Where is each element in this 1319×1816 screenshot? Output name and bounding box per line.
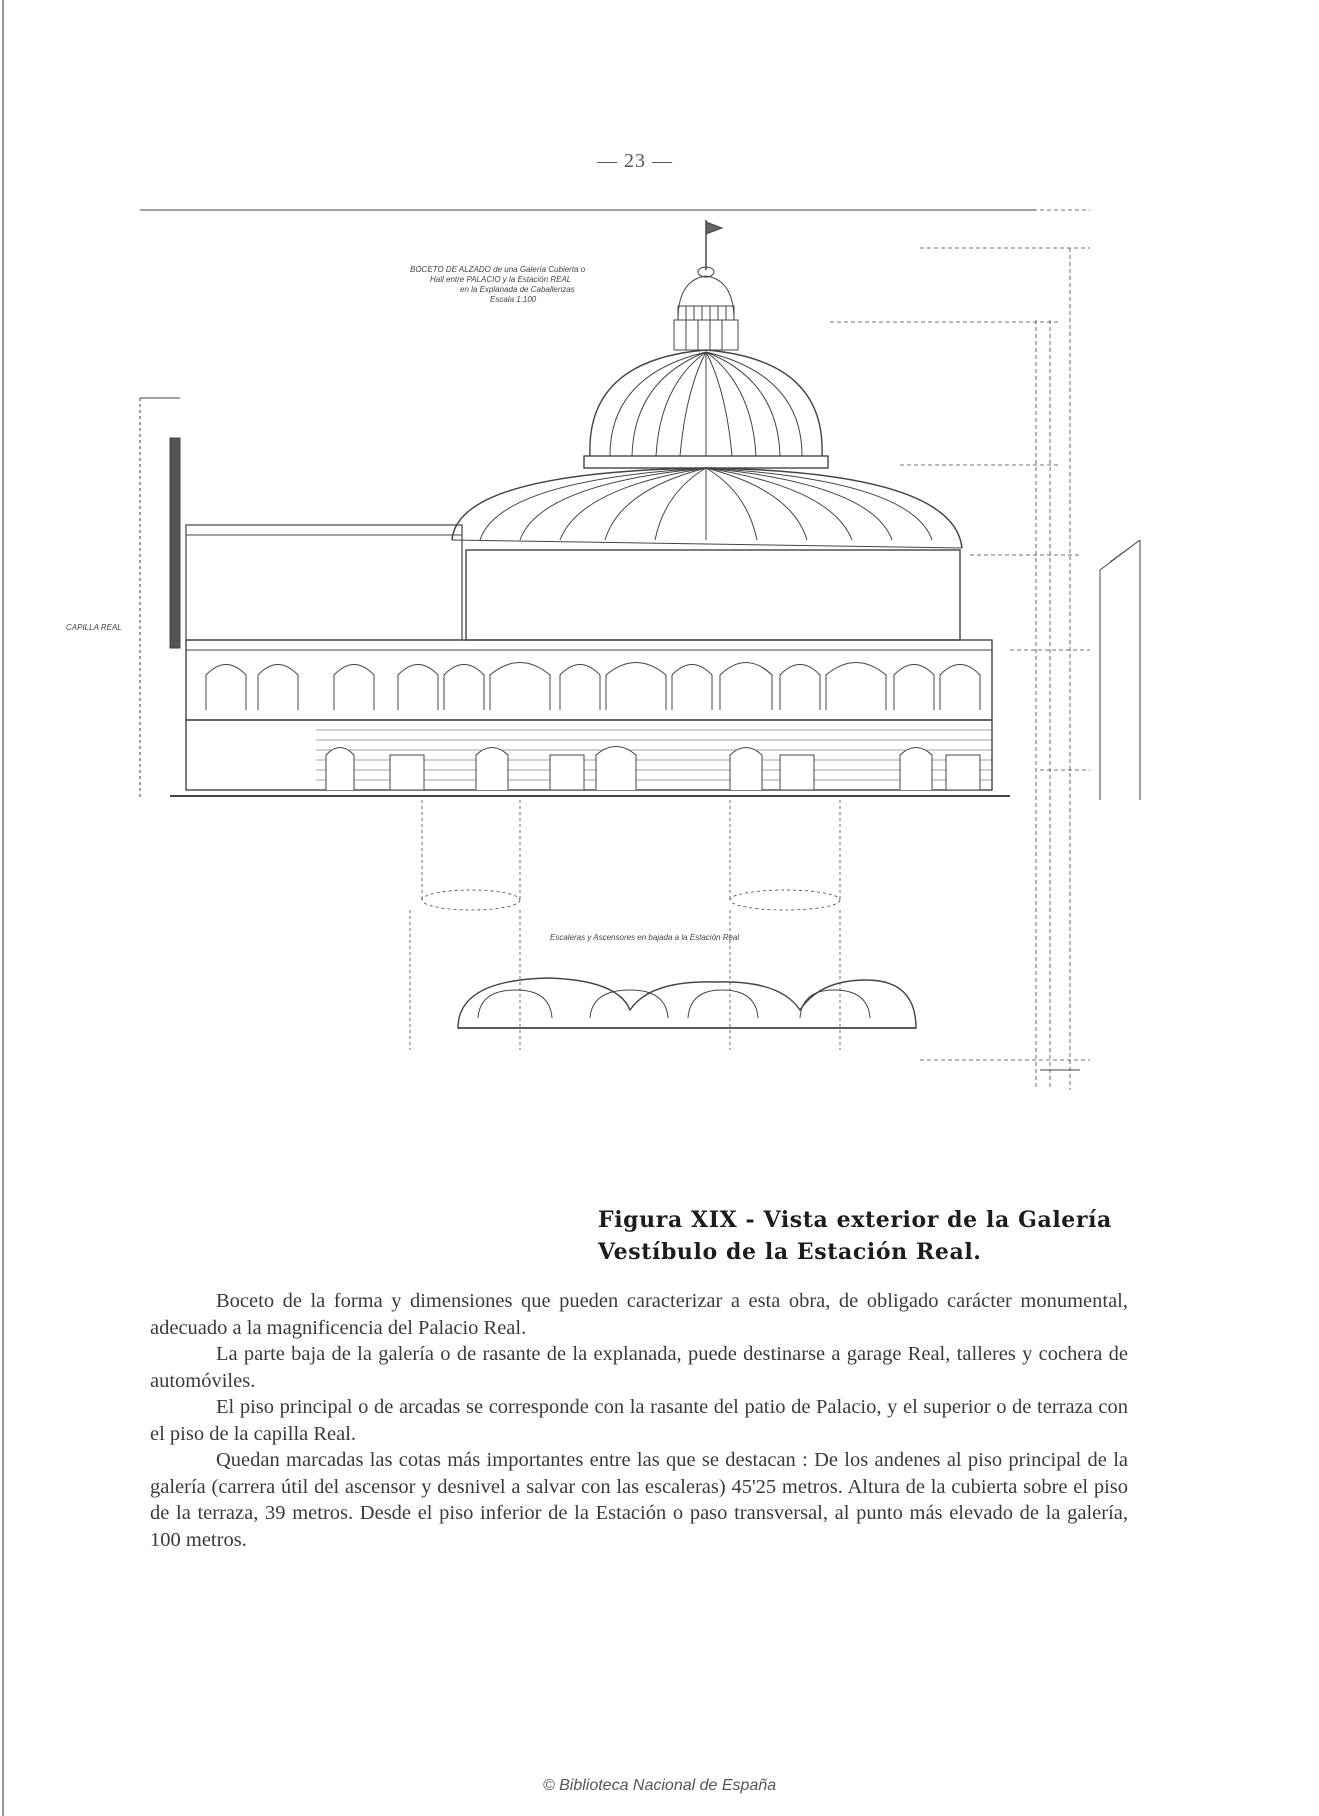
title-block-line-3: en la Explanada de Caballerizas xyxy=(460,285,575,294)
figure-caption-line-1: Figura XIX - Vista exterior de la Galería xyxy=(598,1207,1112,1233)
page-number: — 23 — xyxy=(597,150,673,172)
paragraph-3: El piso principal o de arcadas se corresponde con la rasante del patio de Palacio, y el superior o de terraza con el piso de la capilla Real. xyxy=(150,1396,1128,1445)
title-block-line-1: BOCETO DE ALZADO de una Galería Cubierta o xyxy=(410,265,586,274)
page-edge xyxy=(2,0,4,1816)
figure-caption xyxy=(598,1204,1138,1268)
paragraph-1: Boceto de la forma y dimensiones que pueden caracterizar a esta obra, de obligado carácter monumental, adecuado a la magnificencia del Palacio Real. xyxy=(150,1290,1128,1339)
paragraph-4: Quedan marcadas las cotas más importantes entre las que se destacan : De los andenes al piso principal de la galería (carrera útil del ascensor y desnivel a salvar con las escaleras) 45'25 metros. Altura de la cubierta sobre el piso de la terraza, 39 metros. Desde el piso inferior de la Estación o paso transversal, al punto más elevado de la galería, 100 metros. xyxy=(150,1449,1128,1551)
title-block-line-4: Escala 1:100 xyxy=(490,295,537,304)
paragraph-2: La parte baja de la galería o de rasante de la explanada, puede destinarse a garage Real, talleres y cochera de automóviles. xyxy=(150,1343,1128,1392)
body-text xyxy=(150,1288,1128,1553)
side-label: CAPILLA REAL xyxy=(66,623,122,632)
ground-label: Escaleras y Ascensores en bajada a la Estación Real xyxy=(550,933,740,942)
figure-caption-line-2: Vestíbulo de la Estación Real. xyxy=(598,1239,982,1265)
copyright-footer: © Biblioteca Nacional de España xyxy=(542,1777,777,1794)
title-block-line-2: Hall entre PALACIO y la Estación REAL xyxy=(430,275,572,284)
architectural-drawing xyxy=(66,210,1180,1160)
